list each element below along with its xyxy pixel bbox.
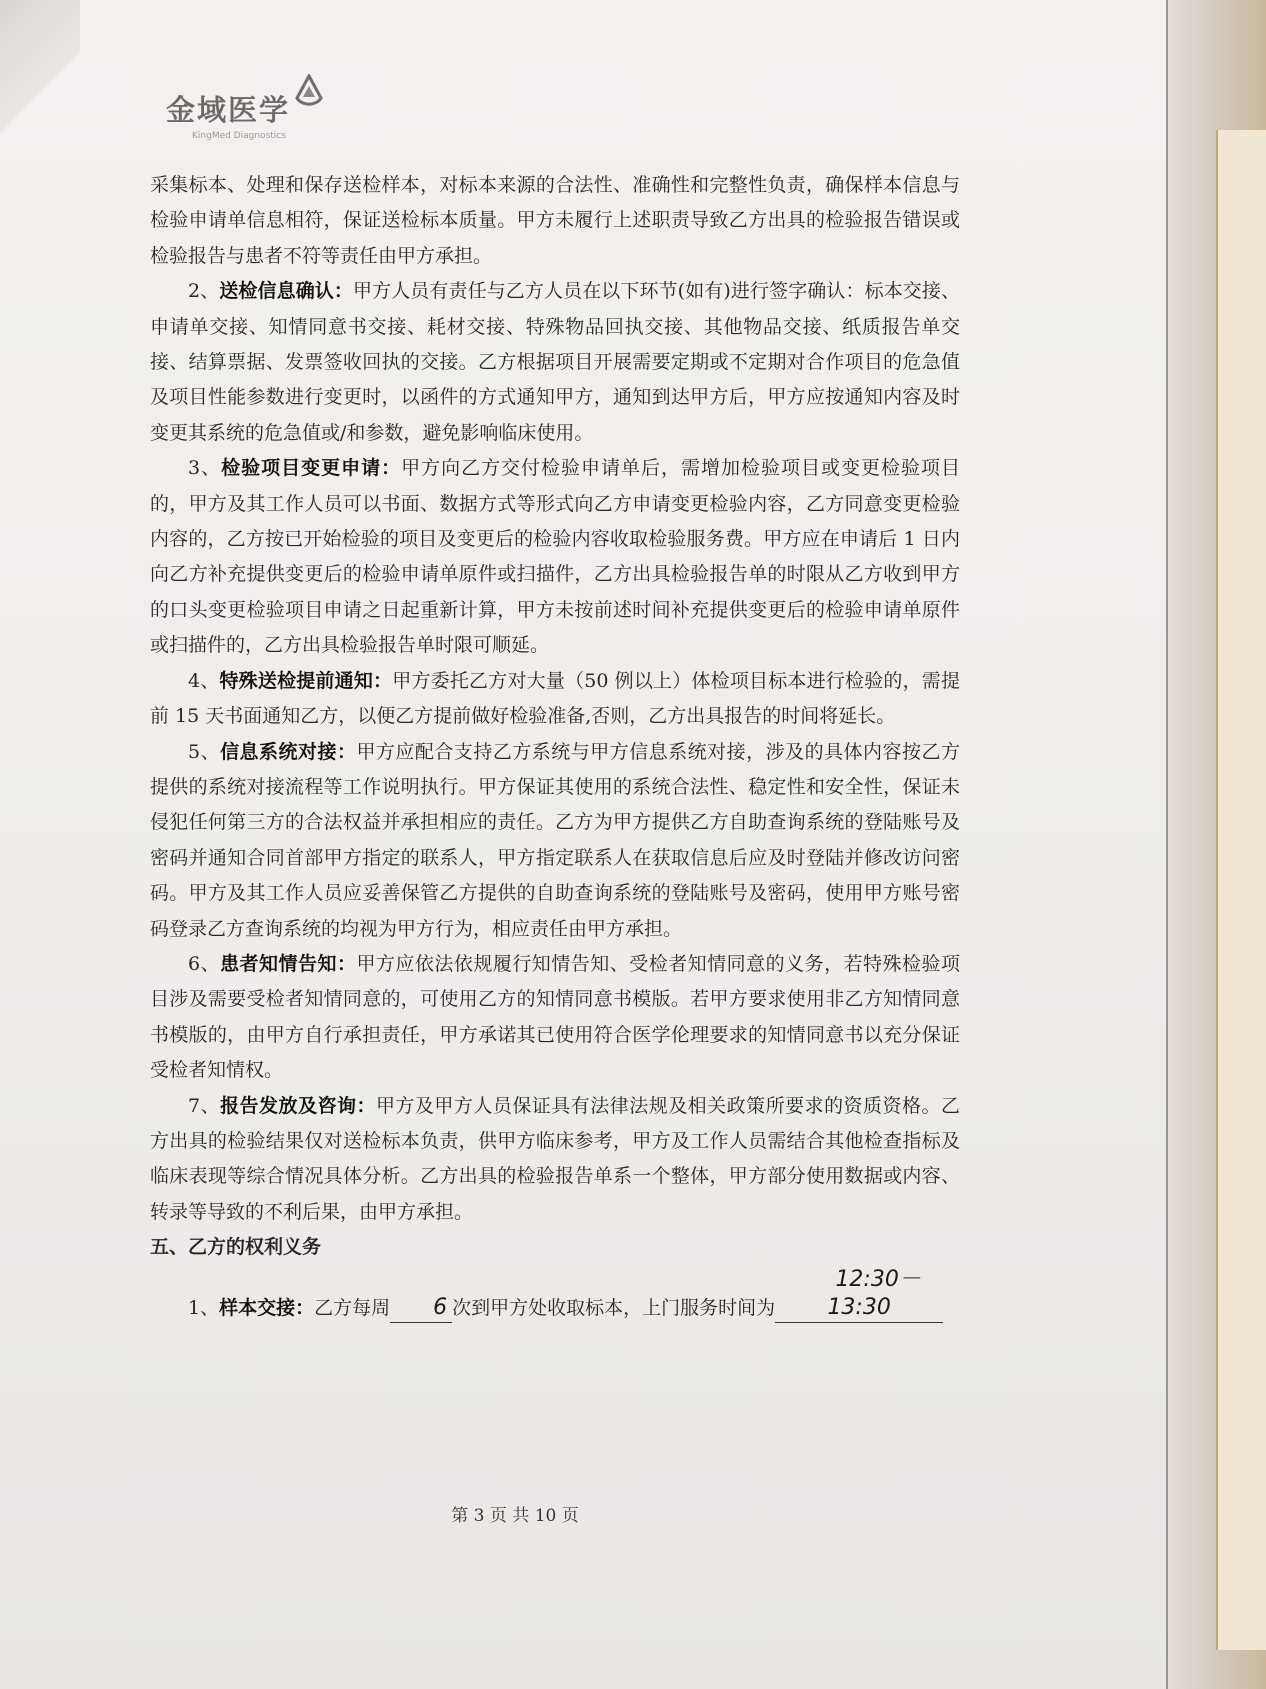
clause-5: [150, 735, 960, 947]
clause-text: 次到甲方处收取标本，上门服务时间为: [452, 1296, 776, 1319]
handwritten-time-field[interactable]: 12:30－13:30: [775, 1266, 943, 1323]
clause-4: [150, 664, 960, 735]
section-heading: 五、乙方的权利义务: [150, 1236, 322, 1259]
clause-title: 送检信息确认：: [219, 280, 353, 303]
company-logo: [166, 88, 290, 141]
page-fold: [0, 0, 80, 140]
clause-text: 乙方每周: [314, 1296, 391, 1319]
clause-text: 甲方应配合支持乙方系统与甲方信息系统对接，涉及的具体内容按乙方提供的系统对接流程等工作说明执行。甲方保证其使用的系统合法性、稳定性和安全性，保证未侵犯任何第三方的合法权益并承担相应的责任。乙方为甲方提供乙方自助查询系统的登陆账号及密码并通知合同首部甲方指定的联系人，甲方指定联系人在获取信息后应及时登陆并修改访问密码。甲方及其工作人员应妥善保管乙方提供的自助查询系统的登陆账号及密码，使用甲方账号密码登录乙方查询系统的均视为甲方行为，相应责任由甲方承担。: [150, 740, 960, 940]
clause-number: 5、: [188, 740, 221, 763]
clause-number: 7、: [188, 1094, 221, 1117]
clause-2: [150, 274, 960, 451]
paragraph-text: 采集标本、处理和保存送检样本，对标本来源的合法性、准确性和完整性负责，确保样本信息与检验申请单信息相符，保证送检标本质量。甲方未履行上述职责导致乙方出具的检验报告错误或检验报告与患者不符等责任由甲方承担。: [150, 174, 960, 267]
clause-3: [150, 451, 960, 663]
logo-name: 金域医学: [166, 93, 291, 127]
clause-title: 样本交接：: [219, 1296, 315, 1319]
clause-number: 2、: [188, 280, 220, 303]
clause-7: [150, 1089, 960, 1231]
handwritten-days-field[interactable]: 6: [390, 1294, 452, 1323]
clause-title: 特殊送检提前通知：: [219, 669, 393, 692]
clause-number: 6、: [188, 952, 221, 975]
logo-mark-icon: [294, 74, 324, 108]
clause-title: 信息系统对接：: [220, 740, 357, 763]
page-number: 第 3 页 共 10 页: [451, 1506, 579, 1526]
clause-text: 甲方应依法依规履行知情告知、受检者知情同意的义务，若特殊检验项目涉及需要受检者知情同意的，可使用乙方的知情同意书模版。若甲方要求使用非乙方知情同意书模版的，由甲方自行承担责任，甲方承诺其已使用符合医学伦理要求的知情同意书以充分保证受检者知情权。: [150, 952, 960, 1082]
clause-sample-handover: [150, 1266, 960, 1326]
clause-title: 患者知情告知：: [220, 952, 357, 975]
adjacent-paper: [1216, 130, 1266, 1650]
clause-title: 检验项目变更申请：: [221, 457, 402, 480]
clause-text: 甲方委托乙方对大量（50 例以上）体检项目标本进行检验的，需提前 15 天书面通知乙方，以便乙方提前做好检验准备,否则，乙方出具报告的时间将延长。: [150, 669, 960, 728]
logo-subtitle: KingMed Diagnostics: [192, 131, 286, 141]
clause-number: 4、: [188, 669, 220, 692]
clause-number: 1、: [188, 1296, 220, 1319]
clause-text: 甲方人员有责任与乙方人员在以下环节(如有)进行签字确认：标本交接、申请单交接、知情同意书交接、耗材交接、特殊物品回执交接、其他物品交接、纸质报告单交接、结算票据、发票签收回执的交接。乙方根据项目开展需要定期或不定期对合作项目的危急值及项目性能参数进行变更时，以函件的方式通知甲方，通知到达甲方后，甲方应按通知内容及时变更其系统的危急值或/和参数，避免影响临床使用。: [150, 280, 960, 444]
clause-title: 报告发放及咨询：: [220, 1094, 376, 1117]
clause-text: 甲方向乙方交付检验申请单后，需增加检验项目或变更检验项目的，甲方及其工作人员可以书面、数据方式等形式向乙方申请变更检验内容，乙方同意变更检验内容的，乙方按已开始检验的项目及变更后的检验内容收取检验服务费。甲方应在申请后 1 日内向乙方补充提供变更后的检验申请单原件或扫描件，乙方出具检验报告单的时限从乙方收到甲方的口头变更检验项目申请之日起重新计算，甲方未按前述时间补充提供变更后的检验申请单原件或扫描件的，乙方出具检验报告单时限可顺延。: [150, 457, 960, 657]
paragraph: [150, 168, 960, 274]
clause-6: [150, 947, 960, 1089]
contract-body: [150, 168, 960, 1326]
clause-text: 甲方及甲方人员保证具有法律法规及相关政策所要求的资质资格。乙方出具的检验结果仅对送检标本负责，供甲方临床参考，甲方及工作人员需结合其他检查指标及临床表现等综合情况具体分析。乙方出具的检验报告单系一个整体，甲方部分使用数据或内容、转录等导致的不利后果，由甲方承担。: [150, 1094, 960, 1223]
clause-number: 3、: [188, 457, 222, 480]
